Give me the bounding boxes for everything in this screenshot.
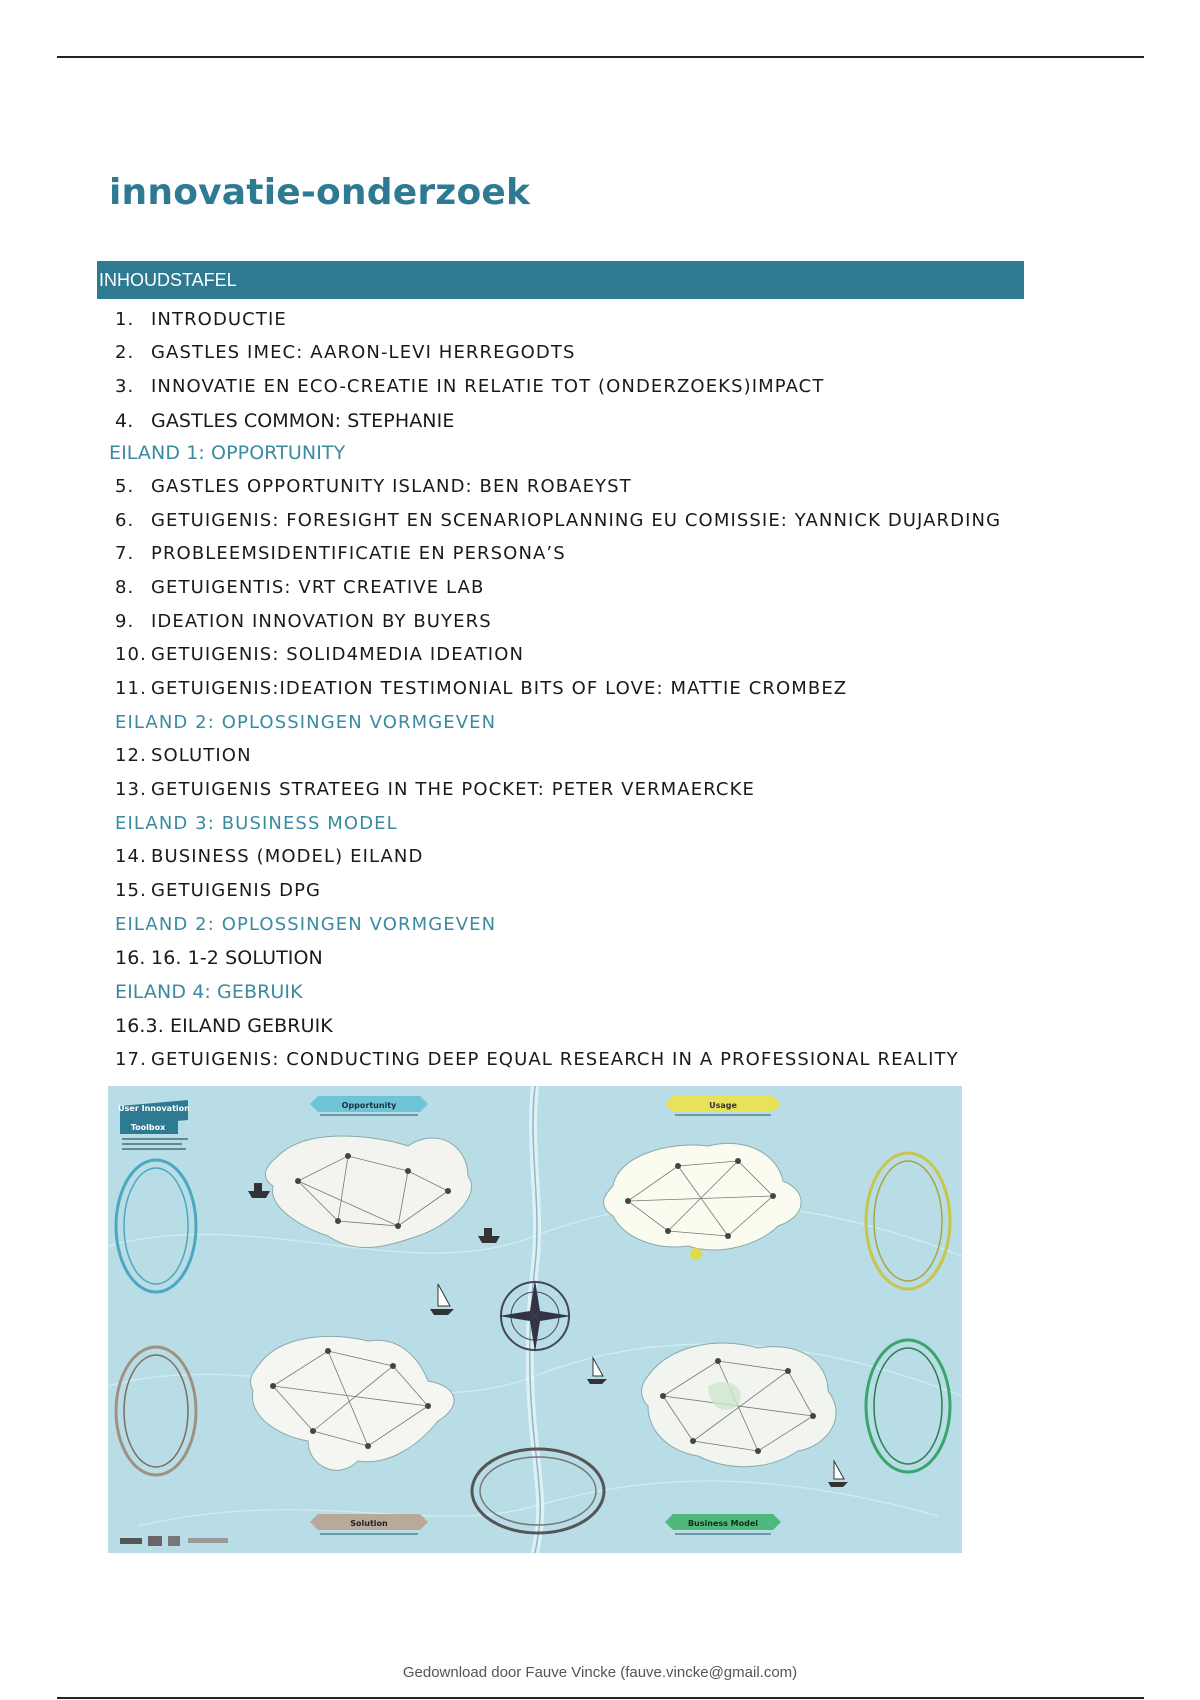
toc-entry-number: 6. <box>115 510 135 531</box>
toc-entry-title: PROBLEEMSIDENTIFICATIE EN PERSONA’S <box>151 543 566 564</box>
banner-opportunity-label: Opportunity <box>341 1101 397 1110</box>
badge-line-2: Toolbox <box>130 1123 166 1132</box>
innovation-islands-map <box>108 1086 962 1553</box>
toc-entry-number: 15. <box>115 880 147 901</box>
toc-entry-title: GETUIGENIS STRATEEG IN THE POCKET: PETER VERMAERCKE <box>151 779 755 800</box>
toc-entry-title: GASTLES COMMON: STEPHANIE <box>151 410 455 432</box>
bottom-rule <box>57 1697 1144 1699</box>
toc-entry[interactable] <box>115 506 1001 536</box>
toc-entry[interactable] <box>115 406 454 436</box>
toc-entry-number: 16.3. <box>115 1015 164 1037</box>
toc-entry[interactable] <box>115 640 524 670</box>
toc-section-heading[interactable]: EILAND 4: GEBRUIK <box>115 981 303 1003</box>
toc-section-heading[interactable]: EILAND 2: OPLOSSINGEN VORMGEVEN <box>115 914 497 935</box>
toc-entry[interactable] <box>115 472 632 502</box>
toc-entry-number: 9. <box>115 611 135 632</box>
toc-entry-title: GASTLES OPPORTUNITY ISLAND: BEN ROBAEYST <box>151 476 632 497</box>
toc-entry[interactable] <box>115 876 321 906</box>
toc-entry-number: 2. <box>115 342 135 363</box>
toc-entry-title: 16. 1-2 SOLUTION <box>151 947 323 969</box>
toc-entry[interactable] <box>115 607 492 637</box>
toc-entry-title: EILAND GEBRUIK <box>170 1015 333 1037</box>
toc-entry-title: INTRODUCTIE <box>151 309 287 330</box>
toc-entry-number: 14. <box>115 846 147 867</box>
toc-entry[interactable] <box>115 539 566 569</box>
toc-header-bar: INHOUDSTAFEL <box>97 261 1024 299</box>
document-title: innovatie-onderzoek <box>109 172 531 213</box>
toc-entry-title: SOLUTION <box>151 745 252 766</box>
toc-entry[interactable] <box>115 305 287 335</box>
download-footer: Gedownload door Fauve Vincke (fauve.vincke@gmail.com) <box>402 1664 798 1681</box>
toc-entry-title: GETUIGENIS: CONDUCTING DEEP EQUAL RESEARCH IN A PROFESSIONAL REALITY <box>151 1049 959 1070</box>
toc-entry[interactable] <box>115 372 824 402</box>
toc-entry-title: IDEATION INNOVATION BY BUYERS <box>151 611 492 632</box>
toc-entry-number: 16. <box>115 947 146 969</box>
toc-entry[interactable] <box>115 842 423 872</box>
toc-entry-number: 5. <box>115 476 135 497</box>
toc-entry-number: 8. <box>115 577 135 598</box>
banner-business-model-label: Business Model <box>687 1519 759 1528</box>
toc-section-heading[interactable]: EILAND 2: OPLOSSINGEN VORMGEVEN <box>115 712 497 733</box>
toc-entry-title: GETUIGENIS DPG <box>151 880 322 901</box>
toc-entry[interactable] <box>115 674 847 704</box>
toc-entry[interactable] <box>115 775 755 805</box>
toc-entry-title: BUSINESS (MODEL) EILAND <box>151 846 424 867</box>
toc-entry-number: 7. <box>115 543 135 564</box>
toc-entry[interactable] <box>115 1045 959 1075</box>
toc-entry-number: 10. <box>115 644 147 665</box>
toc-entry-title: GASTLES IMEC: AARON-LEVI HERREGODTS <box>151 342 576 363</box>
toc-entry-number: 1. <box>115 309 135 330</box>
toc-entry-number: 3. <box>115 376 135 397</box>
toc-entry[interactable] <box>115 741 252 771</box>
banner-solution-label: Solution <box>350 1519 388 1528</box>
badge-line-1: User Innovation <box>118 1104 190 1113</box>
toc-entry[interactable] <box>115 573 484 603</box>
toc-section-heading[interactable]: EILAND 1: OPPORTUNITY <box>109 442 346 464</box>
toc-entry-title: INNOVATIE EN ECO-CREATIE IN RELATIE TOT (ONDERZOEKS)IMPACT <box>151 376 825 397</box>
toc-entry-title: GETUIGENTIS: VRT CREATIVE LAB <box>151 577 485 598</box>
toc-entry[interactable] <box>115 943 323 973</box>
toc-entry-number: 12. <box>115 745 147 766</box>
toc-entry[interactable] <box>115 1011 333 1041</box>
toc-entry-number: 11. <box>115 678 147 699</box>
toc-entry-title: GETUIGENIS: SOLID4MEDIA IDEATION <box>151 644 525 665</box>
toc-entry-title: GETUIGENIS:IDEATION TESTIMONIAL BITS OF LOVE: MATTIE CROMBEZ <box>151 678 848 699</box>
toc-entry-number: 13. <box>115 779 147 800</box>
banner-usage-label: Usage <box>709 1101 737 1110</box>
toc-section-heading[interactable]: EILAND 3: BUSINESS MODEL <box>115 813 398 834</box>
toc-entry-number: 17. <box>115 1049 147 1070</box>
toc-entry-number: 4. <box>115 410 134 432</box>
toc-entry-title: GETUIGENIS: FORESIGHT EN SCENARIOPLANNING EU COMISSIE: YANNICK DUJARDING <box>151 510 1002 531</box>
top-rule <box>57 56 1144 58</box>
toc-entry[interactable] <box>115 338 576 368</box>
